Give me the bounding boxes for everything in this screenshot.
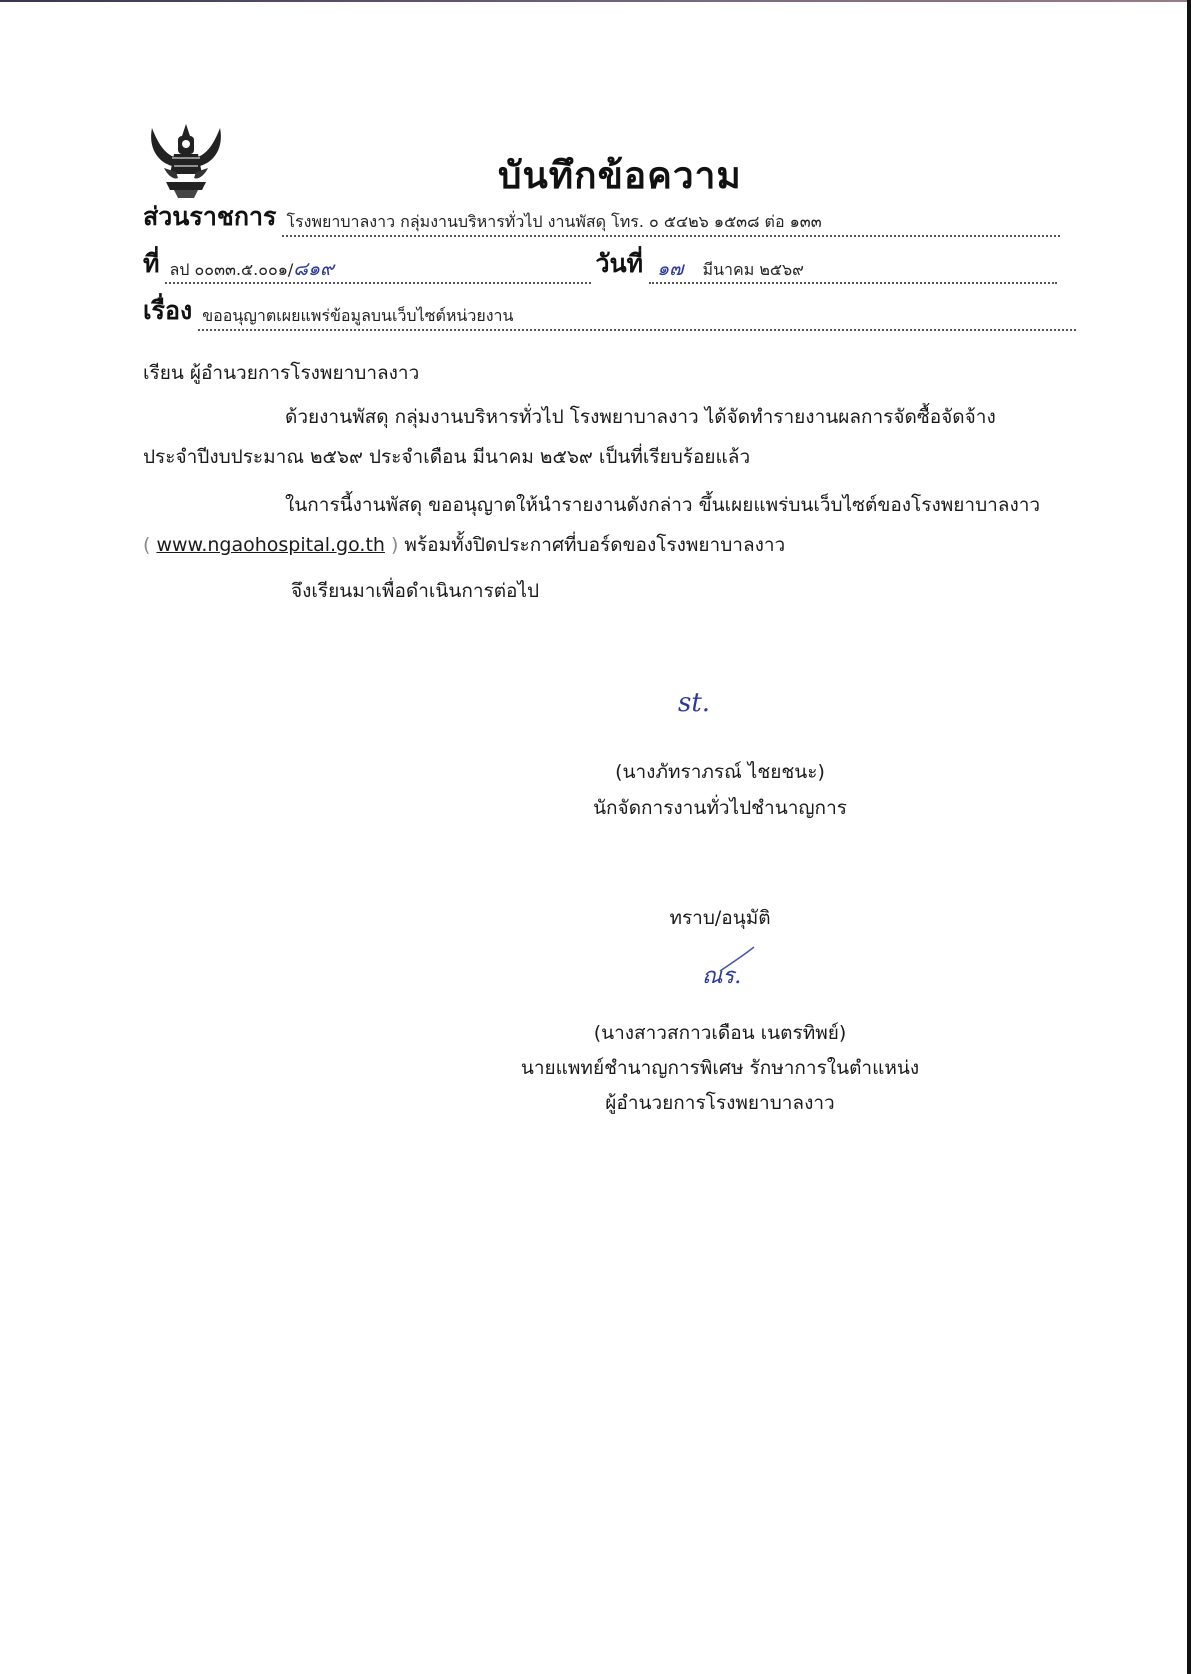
- signature-1: st.: [678, 688, 711, 718]
- signature-2: ณร.: [702, 964, 742, 989]
- closing-line: จึงเรียนมาเพื่อดำเนินการต่อไป: [291, 580, 540, 602]
- date-month-year: มีนาคม ๒๕๖๙: [702, 260, 804, 279]
- scan-right-edge: [1187, 0, 1191, 1674]
- subject-value: ขออนุญาตเผยแพร่ข้อมูลบนเว็บไซต์หน่วยงาน: [198, 305, 1076, 331]
- open-paren: (: [143, 534, 157, 556]
- subject-row: [143, 297, 1076, 331]
- date-day-handwritten: ๑๗: [657, 258, 684, 280]
- garuda-emblem-icon: [144, 118, 228, 202]
- reference-value: ลป ๐๐๓๓.๕.๐๐๑/: [169, 260, 294, 279]
- signature-2-stroke: [718, 945, 758, 975]
- signatory1-name: (นางภัทราภรณ์ ไชยชนะ): [615, 761, 825, 783]
- memo-title: บันทึกข้อความ: [498, 154, 742, 197]
- reference-label: ที่: [143, 249, 160, 278]
- paragraph2-line2-rest: พร้อมทั้งปิดประกาศที่บอร์ดของโรงพยาบาลงาว: [398, 534, 786, 556]
- date-label: วันที่: [595, 249, 644, 278]
- reference-row: [143, 250, 1057, 284]
- salutation: เรียน ผู้อำนวยการโรงพยาบาลงาว: [143, 362, 420, 384]
- close-paren: ): [384, 534, 399, 556]
- website-link[interactable]: www.ngaohospital.go.th: [156, 534, 385, 556]
- reference-field: [165, 258, 591, 284]
- department-row: [143, 203, 1060, 237]
- approver-name: (นางสาวสกาวเดือน เนตรทิพย์): [593, 1022, 847, 1044]
- paragraph1-line2: ประจำปีงบประมาณ ๒๕๖๙ ประจำเดือน มีนาคม ๒๕๖๙ เป็นที่เรียบร้อยแล้ว: [143, 446, 751, 468]
- paragraph2-line2: [143, 530, 785, 560]
- paragraph2-line1: ในการนี้งานพัสดุ ขออนุญาตให้นำรายงานดังกล่าว ขึ้นเผยแพร่บนเว็บไซต์ของโรงพยาบาลงาว: [285, 494, 1041, 516]
- reference-handwritten-number: ๘๑๙: [293, 258, 334, 280]
- approver-position-line1: นายแพทย์ชำนาญการพิเศษ รักษาการในตำแหน่ง: [520, 1057, 920, 1079]
- paragraph1-line1: ด้วยงานพัสดุ กลุ่มงานบริหารทั่วไป โรงพยาบาลงาว ได้จัดทำรายงานผลการจัดซื้อจัดจ้าง: [285, 406, 996, 428]
- approver-position-line2: ผู้อำนวยการโรงพยาบาลงาว: [605, 1092, 835, 1114]
- date-field: [649, 258, 1057, 284]
- department-value: โรงพยาบาลงาว กลุ่มงานบริหารทั่วไป งานพัสดุ โทร. ๐ ๕๔๒๖ ๑๕๓๘ ต่อ ๑๓๓: [282, 211, 1060, 237]
- approval-label: ทราบ/อนุมัติ: [669, 907, 771, 929]
- subject-label: เรื่อง: [143, 296, 193, 325]
- signatory1-position: นักจัดการงานทั่วไปชำนาญการ: [593, 797, 847, 819]
- department-label: ส่วนราชการ: [143, 202, 277, 231]
- scan-top-edge: [0, 0, 1191, 2]
